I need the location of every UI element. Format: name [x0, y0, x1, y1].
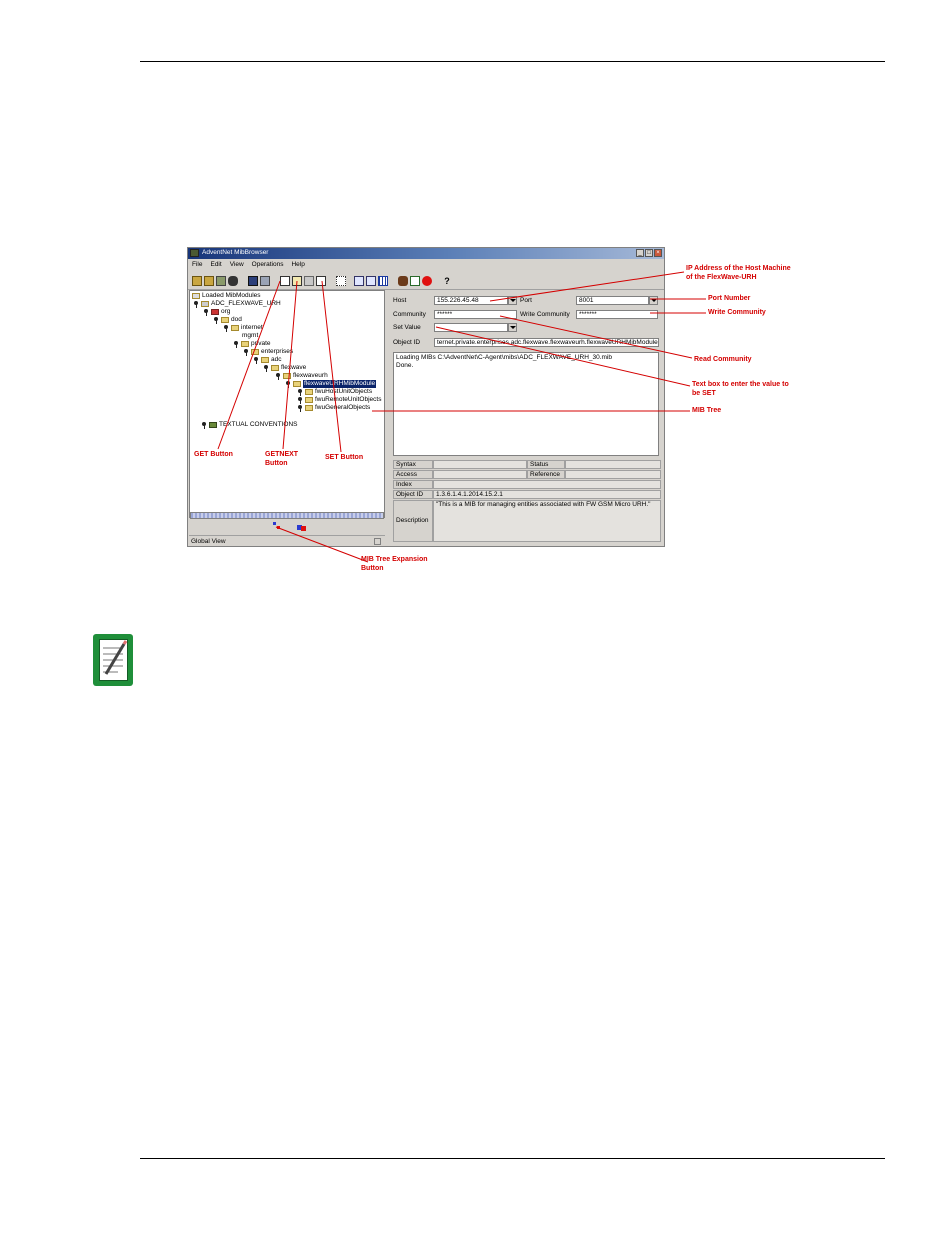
tree-node-org[interactable]: org: [204, 308, 230, 316]
write-community-label: Write Community: [520, 311, 570, 318]
tree-child-host[interactable]: fwuHostUnitObjects: [298, 388, 372, 396]
tree-node-flexwave[interactable]: flexwave: [264, 364, 306, 372]
tree-child-general[interactable]: fwuGeneralObjects: [298, 404, 370, 412]
menu-operations[interactable]: Operations: [251, 261, 284, 268]
callout-ip-address: [490, 272, 684, 301]
callout-getnext: [283, 281, 297, 449]
tree-node-dod[interactable]: dod: [214, 316, 242, 324]
access-label: Access: [393, 470, 433, 479]
close-button[interactable]: ×: [654, 249, 662, 257]
global-view-label: Global View: [191, 538, 226, 545]
syntax-label: Syntax: [393, 460, 433, 469]
menu-file[interactable]: File: [192, 261, 203, 268]
port-label: Port: [520, 297, 532, 304]
port-field[interactable]: 8001: [576, 296, 649, 305]
minimize-button[interactable]: _: [636, 249, 644, 257]
callout-expansion: [276, 527, 368, 562]
result-line: Loading MIBs C:\AdventNet\C-Agent\mibs\ADC_FLEXWAVE_URH_30.mib: [396, 354, 613, 361]
description-value: "This is a MIB for managing entities associated with FW GSM Micro URH.": [433, 500, 661, 542]
tree-textual-conventions[interactable]: TEXTUAL CONVENTIONS: [202, 421, 298, 429]
annotation-set-button: SET Button: [325, 454, 364, 461]
object-id-field[interactable]: ternet.private.enterprises.adc.flexwave.flexwaveurh.flexwaveURHMibModule: [434, 338, 659, 347]
tree-node-adc[interactable]: adc: [254, 356, 281, 364]
callout-text-box: [436, 327, 690, 386]
annotation-write-community: Write Community: [708, 309, 766, 316]
annotation-expansion-button: MIB Tree Expansion Button: [361, 556, 428, 572]
menu-edit[interactable]: Edit: [210, 261, 222, 268]
oid-label: Object ID: [393, 490, 433, 499]
maximize-button[interactable]: □: [645, 249, 653, 257]
description-label: Description: [393, 500, 433, 542]
reference-label: Reference: [527, 470, 565, 479]
menu-view[interactable]: View: [229, 261, 244, 268]
callout-get: [218, 281, 280, 449]
object-id-label: Object ID: [393, 339, 421, 346]
host-label: Host: [393, 297, 407, 304]
tree-module[interactable]: ADC_FLEXWAVE_URH: [194, 300, 281, 308]
community-label: Community: [393, 311, 426, 318]
set-value-label: Set Value: [393, 324, 421, 331]
tree-node-mgmt[interactable]: mgmt: [242, 332, 259, 339]
tree-child-remote[interactable]: fwuRemoteUnitObjects: [298, 396, 381, 404]
host-field[interactable]: 155.226.45.48: [434, 296, 508, 305]
annotation-text-box: Text box to enter the value to be SET: [692, 381, 789, 397]
tree-node-internet[interactable]: internet: [224, 324, 263, 332]
window-title: AdventNet MibBrowser: [202, 249, 269, 256]
annotation-get-button: GET Button: [194, 451, 233, 458]
tree-root[interactable]: Loaded MibModules: [192, 292, 261, 300]
help-icon[interactable]: ?: [444, 276, 450, 286]
note-icon: [93, 634, 133, 686]
menu-help[interactable]: Help: [291, 261, 305, 268]
annotation-ip-address: IP Address of the Host Machine of the FlexWave-URH: [686, 265, 791, 281]
result-line: Done.: [396, 362, 414, 369]
index-label: Index: [393, 480, 433, 489]
annotation-getnext-button: GETNEXT Button: [265, 451, 299, 467]
tree-node-private[interactable]: private: [234, 340, 271, 348]
tree-node-flexwaveurh[interactable]: flexwaveurh: [276, 372, 328, 380]
status-label: Status: [527, 460, 565, 469]
annotation-port-number: Port Number: [708, 295, 751, 302]
tree-node-enterprises[interactable]: enterprises: [244, 348, 293, 356]
write-community-field[interactable]: *******: [576, 310, 658, 319]
tree-node-selected[interactable]: flexwaveURHMibModule: [286, 380, 376, 388]
annotation-read-community: Read Community: [694, 356, 752, 363]
callout-read-community: [500, 316, 692, 358]
callout-set: [322, 281, 341, 452]
oid-value: 1.3.6.1.4.1.2014.15.2.1: [433, 490, 661, 499]
annotation-mib-tree: MIB Tree: [692, 407, 722, 414]
community-field[interactable]: ******: [434, 310, 517, 319]
